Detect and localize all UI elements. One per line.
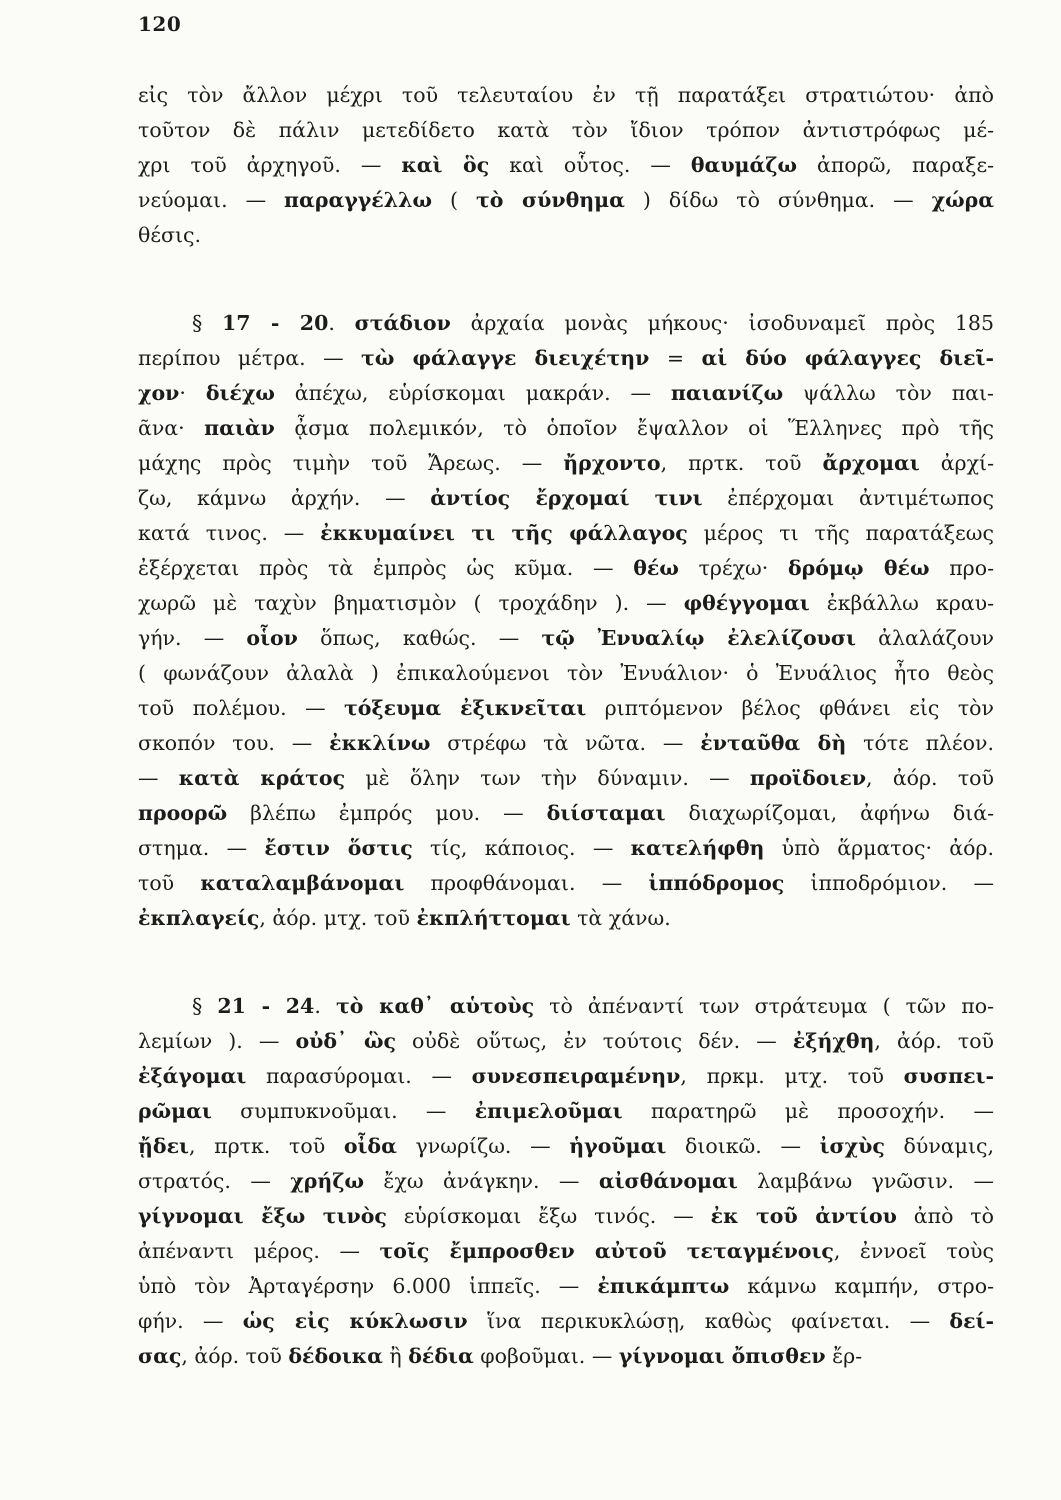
- text-run: ἔρ-: [825, 1344, 863, 1368]
- text-line: [138, 551, 994, 586]
- text-run: , πρτκ. τοῦ: [188, 1134, 344, 1158]
- text-run: , ἀόρ. τοῦ: [866, 766, 994, 790]
- text-run: τότε πλέον.: [846, 731, 994, 755]
- bold-term: οἷον: [246, 626, 298, 650]
- text-line: [138, 481, 994, 516]
- text-run: λαμβάνω γνῶσιν. —: [737, 1169, 994, 1193]
- text-run: ἀλαλάζουν: [855, 626, 994, 650]
- text-run: μέρος τι τῆς παρατάξεως: [687, 521, 994, 545]
- bold-term: προϊδοιεν: [749, 766, 867, 790]
- bold-term: ἔστιν ὅστις: [264, 836, 413, 860]
- text-line: [138, 1199, 994, 1234]
- bold-term: διέχω: [205, 381, 275, 405]
- text-run: ἐξέρχεται πρὸς τὰ ἐμπρὸς ὡς κῦμα. —: [138, 556, 634, 580]
- paragraph: [138, 989, 994, 1374]
- text-line: [138, 621, 994, 656]
- bold-term: χον: [138, 381, 180, 405]
- text-run: , ἀόρ. τοῦ: [874, 1029, 994, 1053]
- text-line: [138, 306, 994, 341]
- text-run: , ἀόρ. τοῦ: [181, 1344, 289, 1368]
- bold-term: διίσταμαι: [546, 801, 666, 825]
- bold-term: δρόμῳ θέω: [787, 556, 930, 580]
- text-line: [138, 341, 994, 376]
- text-run: ) δίδω τὸ σύνθημα. —: [624, 188, 932, 212]
- bold-term: ἐκ τοῦ ἀντίου: [710, 1204, 897, 1228]
- text-line: [138, 691, 994, 726]
- text-run: στημα. —: [138, 836, 265, 860]
- bold-term: ἱππόδρομος: [648, 871, 785, 895]
- text-run: §: [192, 311, 223, 335]
- text-line: [138, 218, 994, 253]
- bold-term: συνεσπειραμένην: [471, 1064, 681, 1088]
- text-run: ἵνα περικυκλώσῃ, καθὼς φαίνεται. —: [467, 1309, 950, 1333]
- text-line: [138, 411, 994, 446]
- text-run: ᾶνα·: [138, 416, 205, 440]
- bold-term: προορῶ: [138, 801, 228, 825]
- text-run: στρέφω τὰ νῶτα. —: [430, 731, 701, 755]
- text-run: δύναμις,: [884, 1134, 994, 1158]
- text-line: [138, 516, 994, 551]
- text-run: ( φωνάζουν ἀλαλὰ ) ἐπικαλούμενοι τὸν Ἐνυάλιον· ὁ Ἐνυάλιος ἦτο θεὸς: [138, 661, 994, 685]
- text-run: ὑπὸ ἅρματος· ἀόρ.: [764, 836, 994, 860]
- text-line: [138, 1059, 994, 1094]
- text-run: βλέπω ἐμπρός μου. —: [227, 801, 547, 825]
- text-run: χωρῶ μὲ ταχὺν βηματισμὸν ( τροχάδην ). —: [138, 591, 684, 615]
- bold-term: ἐξάγομαι: [138, 1064, 247, 1088]
- text-run: διαχωρίζομαι, ἀφήνω διά-: [665, 801, 994, 825]
- bold-term: καὶ ὃς: [401, 153, 490, 177]
- bold-term: ἐκπλαγείς: [138, 906, 260, 930]
- text-run: ἔχω ἀνάγκην. —: [363, 1169, 599, 1193]
- text-run: —: [138, 766, 179, 790]
- bold-term: θαυμάζω: [690, 153, 797, 177]
- text-line: [138, 446, 994, 481]
- text-run: ἀρχί-: [919, 451, 994, 475]
- text-run: κατά τινος. —: [138, 521, 321, 545]
- text-run: , ἀόρ. μτχ. τοῦ: [259, 906, 417, 930]
- bold-term: κατὰ κράτος: [178, 766, 346, 790]
- text-run: τρέχω·: [678, 556, 788, 580]
- text-run: ἢ: [382, 1344, 409, 1368]
- bold-term: γίγνομαι ὄπισθεν: [618, 1344, 826, 1368]
- text-run: τοῦτον δὲ πάλιν μετεδίδετο κατὰ τὸν ἴδιον τρόπον ἀντιστρόφως μέ-: [138, 118, 994, 142]
- text-run: νεύομαι. —: [138, 188, 285, 212]
- bold-term: ἡγοῦμαι: [569, 1134, 667, 1158]
- bold-term: ἀντίος ἔρχομαί τινι: [430, 486, 703, 510]
- body-text: [138, 78, 994, 1374]
- paragraph: [138, 306, 994, 936]
- bold-term: ἐπιμελοῦμαι: [474, 1099, 623, 1123]
- bold-term: ἐκκλίνω: [329, 731, 431, 755]
- bold-term: στάδιον: [354, 311, 451, 335]
- text-run: =: [649, 346, 702, 370]
- text-run: τίς, κάποιος. —: [412, 836, 631, 860]
- text-run: .: [314, 994, 336, 1018]
- text-run: §: [192, 994, 218, 1018]
- text-line: [138, 1094, 994, 1129]
- bold-term: 21 - 24: [217, 994, 315, 1018]
- text-line: [138, 989, 994, 1024]
- text-line: [138, 376, 994, 411]
- text-line: [138, 901, 994, 936]
- text-run: , ἐννοεῖ τοὺς: [833, 1239, 994, 1263]
- text-run: προ-: [929, 556, 994, 580]
- text-run: ὅπως, καθώς. —: [297, 626, 542, 650]
- bold-term: παιὰν: [204, 416, 275, 440]
- text-run: φήν. —: [138, 1309, 243, 1333]
- text-line: [138, 866, 994, 901]
- text-run: γήν. —: [138, 626, 247, 650]
- text-run: στρατός. —: [138, 1169, 291, 1193]
- text-line: [138, 1339, 994, 1374]
- bold-term: παιανίζω: [670, 381, 784, 405]
- text-run: ·: [179, 381, 206, 405]
- bold-term: ἐξήχθη: [792, 1029, 875, 1053]
- text-run: ἱπποδρόμιον. —: [784, 871, 994, 895]
- bold-term: καταλαμβάνομαι: [200, 871, 405, 895]
- bold-term: οἶδα: [343, 1134, 397, 1158]
- bold-term: δέδια: [408, 1344, 474, 1368]
- bold-term: δεί-: [949, 1309, 994, 1333]
- text-line: [138, 183, 994, 218]
- bold-term: τόξευμα ἐξικνεῖται: [344, 696, 587, 720]
- text-run: , πρκμ. μτχ. τοῦ: [680, 1064, 904, 1088]
- text-run: ἀρχαία μονὰς μήκους· ἰσοδυναμεῖ πρὸς 185: [450, 311, 994, 335]
- text-run: εἰς τὸν ἄλλον μέχρι τοῦ τελευταίου ἐν τῇ παρατάξει στρατιώτου· ἀπὸ: [138, 83, 994, 107]
- text-line: [138, 1269, 994, 1304]
- text-run: διοικῶ. —: [666, 1134, 820, 1158]
- text-line: [138, 796, 994, 831]
- text-run: .: [328, 311, 355, 335]
- bold-term: ἄρχομαι: [822, 451, 920, 475]
- text-run: ἐκβάλλω κραυ-: [809, 591, 994, 615]
- text-line: [138, 113, 994, 148]
- text-line: [138, 1234, 994, 1269]
- text-line: [138, 78, 994, 113]
- text-run: ὑπὸ τὸν Ἀρταγέρσην 6.000 ἱππεῖς. —: [138, 1274, 598, 1298]
- bold-term: δέδοικα: [288, 1344, 383, 1368]
- bold-term: φθέγγομαι: [683, 591, 810, 615]
- bold-term: τὸ καθ᾽ αὑτοὺς: [335, 994, 535, 1018]
- text-run: ἀπὸ τὸ: [896, 1204, 994, 1228]
- text-run: ριπτόμενον βέλος φθάνει εἰς τὸν: [586, 696, 994, 720]
- paragraph-gap: [138, 253, 994, 306]
- text-run: ἀπέναντι μέρος. —: [138, 1239, 380, 1263]
- bold-term: τοῖς ἔμπροσθεν αὐτοῦ τεταγμένοις: [379, 1239, 834, 1263]
- bold-term: τὸ σύνθημα: [475, 188, 625, 212]
- bold-term: ἤρχοντο: [563, 451, 661, 475]
- text-line: [138, 148, 994, 183]
- text-run: σκοπόν του. —: [138, 731, 330, 755]
- text-line: [138, 1304, 994, 1339]
- text-run: μάχης πρὸς τιμὴν τοῦ Ἄρεως. —: [138, 451, 564, 475]
- text-run: θέσις.: [138, 223, 201, 247]
- bold-term: γίγνομαι ἔξω τινὸς: [138, 1204, 387, 1228]
- bold-term: ὡς εἰς κύκλωσιν: [242, 1309, 468, 1333]
- text-line: [138, 1024, 994, 1059]
- bold-term: τῷ Ἐνυαλίῳ ἐλελίζουσι: [541, 626, 856, 650]
- text-run: , πρτκ. τοῦ: [660, 451, 823, 475]
- text-run: χρι τοῦ ἀρχηγοῦ. —: [138, 153, 402, 177]
- text-run: λεμίων ). —: [138, 1029, 296, 1053]
- bold-term: ἐκκυμαίνει τι τῆς φάλλαγος: [320, 521, 688, 545]
- bold-term: θέω: [633, 556, 679, 580]
- bold-term: αἱ δύο φάλαγγες διεῖ-: [701, 346, 994, 370]
- text-run: οὐδὲ οὕτως, ἐν τούτοις δέν. —: [395, 1029, 793, 1053]
- bold-term: αἰσθάνομαι: [598, 1169, 738, 1193]
- bold-term: συσπει-: [903, 1064, 994, 1088]
- text-line: [138, 761, 994, 796]
- text-run: τοῦ: [138, 871, 201, 895]
- page-number: 120: [138, 12, 182, 36]
- bold-term: χρήζω: [290, 1169, 364, 1193]
- text-run: ἀπορῶ, παραξε-: [797, 153, 994, 177]
- text-run: γνωρίζω. —: [396, 1134, 570, 1158]
- text-run: καὶ οὗτος. —: [489, 153, 691, 177]
- text-run: παρασύρομαι. —: [246, 1064, 472, 1088]
- text-line: [138, 1164, 994, 1199]
- text-line: [138, 831, 994, 866]
- bold-term: οὐδ᾽ ὣς: [295, 1029, 396, 1053]
- text-run: ἐπέρχομαι ἀντιμέτωπος: [702, 486, 994, 510]
- bold-term: τὼ φάλαγγε διειχέτην: [361, 346, 650, 370]
- text-run: κάμνω καμπήν, στρο-: [729, 1274, 994, 1298]
- bold-term: παραγγέλλω: [284, 188, 433, 212]
- text-line: [138, 586, 994, 621]
- text-run: προφθάνομαι. —: [404, 871, 649, 895]
- bold-term: 17 - 20: [222, 311, 329, 335]
- bold-term: ἐκπλήττομαι: [416, 906, 571, 930]
- text-line: [138, 656, 994, 691]
- paragraph: [138, 78, 994, 253]
- text-run: συμπυκνοῦμαι. —: [211, 1099, 475, 1123]
- bold-term: ἰσχὺς: [819, 1134, 885, 1158]
- text-run: ᾆσμα πολεμικόν, τὸ ὁποῖον ἔψαλλον οἱ Ἕλληνες πρὸ τῆς: [274, 416, 994, 440]
- bold-term: χώρα: [931, 188, 994, 212]
- paragraph-gap: [138, 936, 994, 989]
- bold-term: ἐπικάμπτω: [597, 1274, 730, 1298]
- bold-term: ρῶμαι: [138, 1099, 212, 1123]
- text-run: (: [432, 188, 476, 212]
- text-run: περίπου μέτρα. —: [138, 346, 362, 370]
- text-run: ψάλλω τὸν παι-: [783, 381, 994, 405]
- text-line: [138, 1129, 994, 1164]
- text-run: φοβοῦμαι. —: [473, 1344, 619, 1368]
- bold-term: σας: [138, 1344, 182, 1368]
- text-line: [138, 726, 994, 761]
- text-run: τοῦ πολέμου. —: [138, 696, 345, 720]
- text-run: εὑρίσκομαι ἔξω τινός. —: [386, 1204, 711, 1228]
- text-run: μὲ ὅλην των τὴν δύναμιν. —: [345, 766, 750, 790]
- text-run: ζω, κάμνω ἀρχήν. —: [138, 486, 431, 510]
- text-run: παρατηρῶ μὲ προσοχήν. —: [622, 1099, 994, 1123]
- text-run: τὰ χάνω.: [570, 906, 671, 930]
- bold-term: ᾔδει: [138, 1134, 189, 1158]
- bold-term: ἐνταῦθα δὴ: [700, 731, 847, 755]
- bold-term: κατελήφθη: [630, 836, 765, 860]
- text-run: τὸ ἀπέναντί των στράτευμα ( τῶν πο-: [534, 994, 994, 1018]
- text-run: ἀπέχω, εὑρίσκομαι μακράν. —: [274, 381, 671, 405]
